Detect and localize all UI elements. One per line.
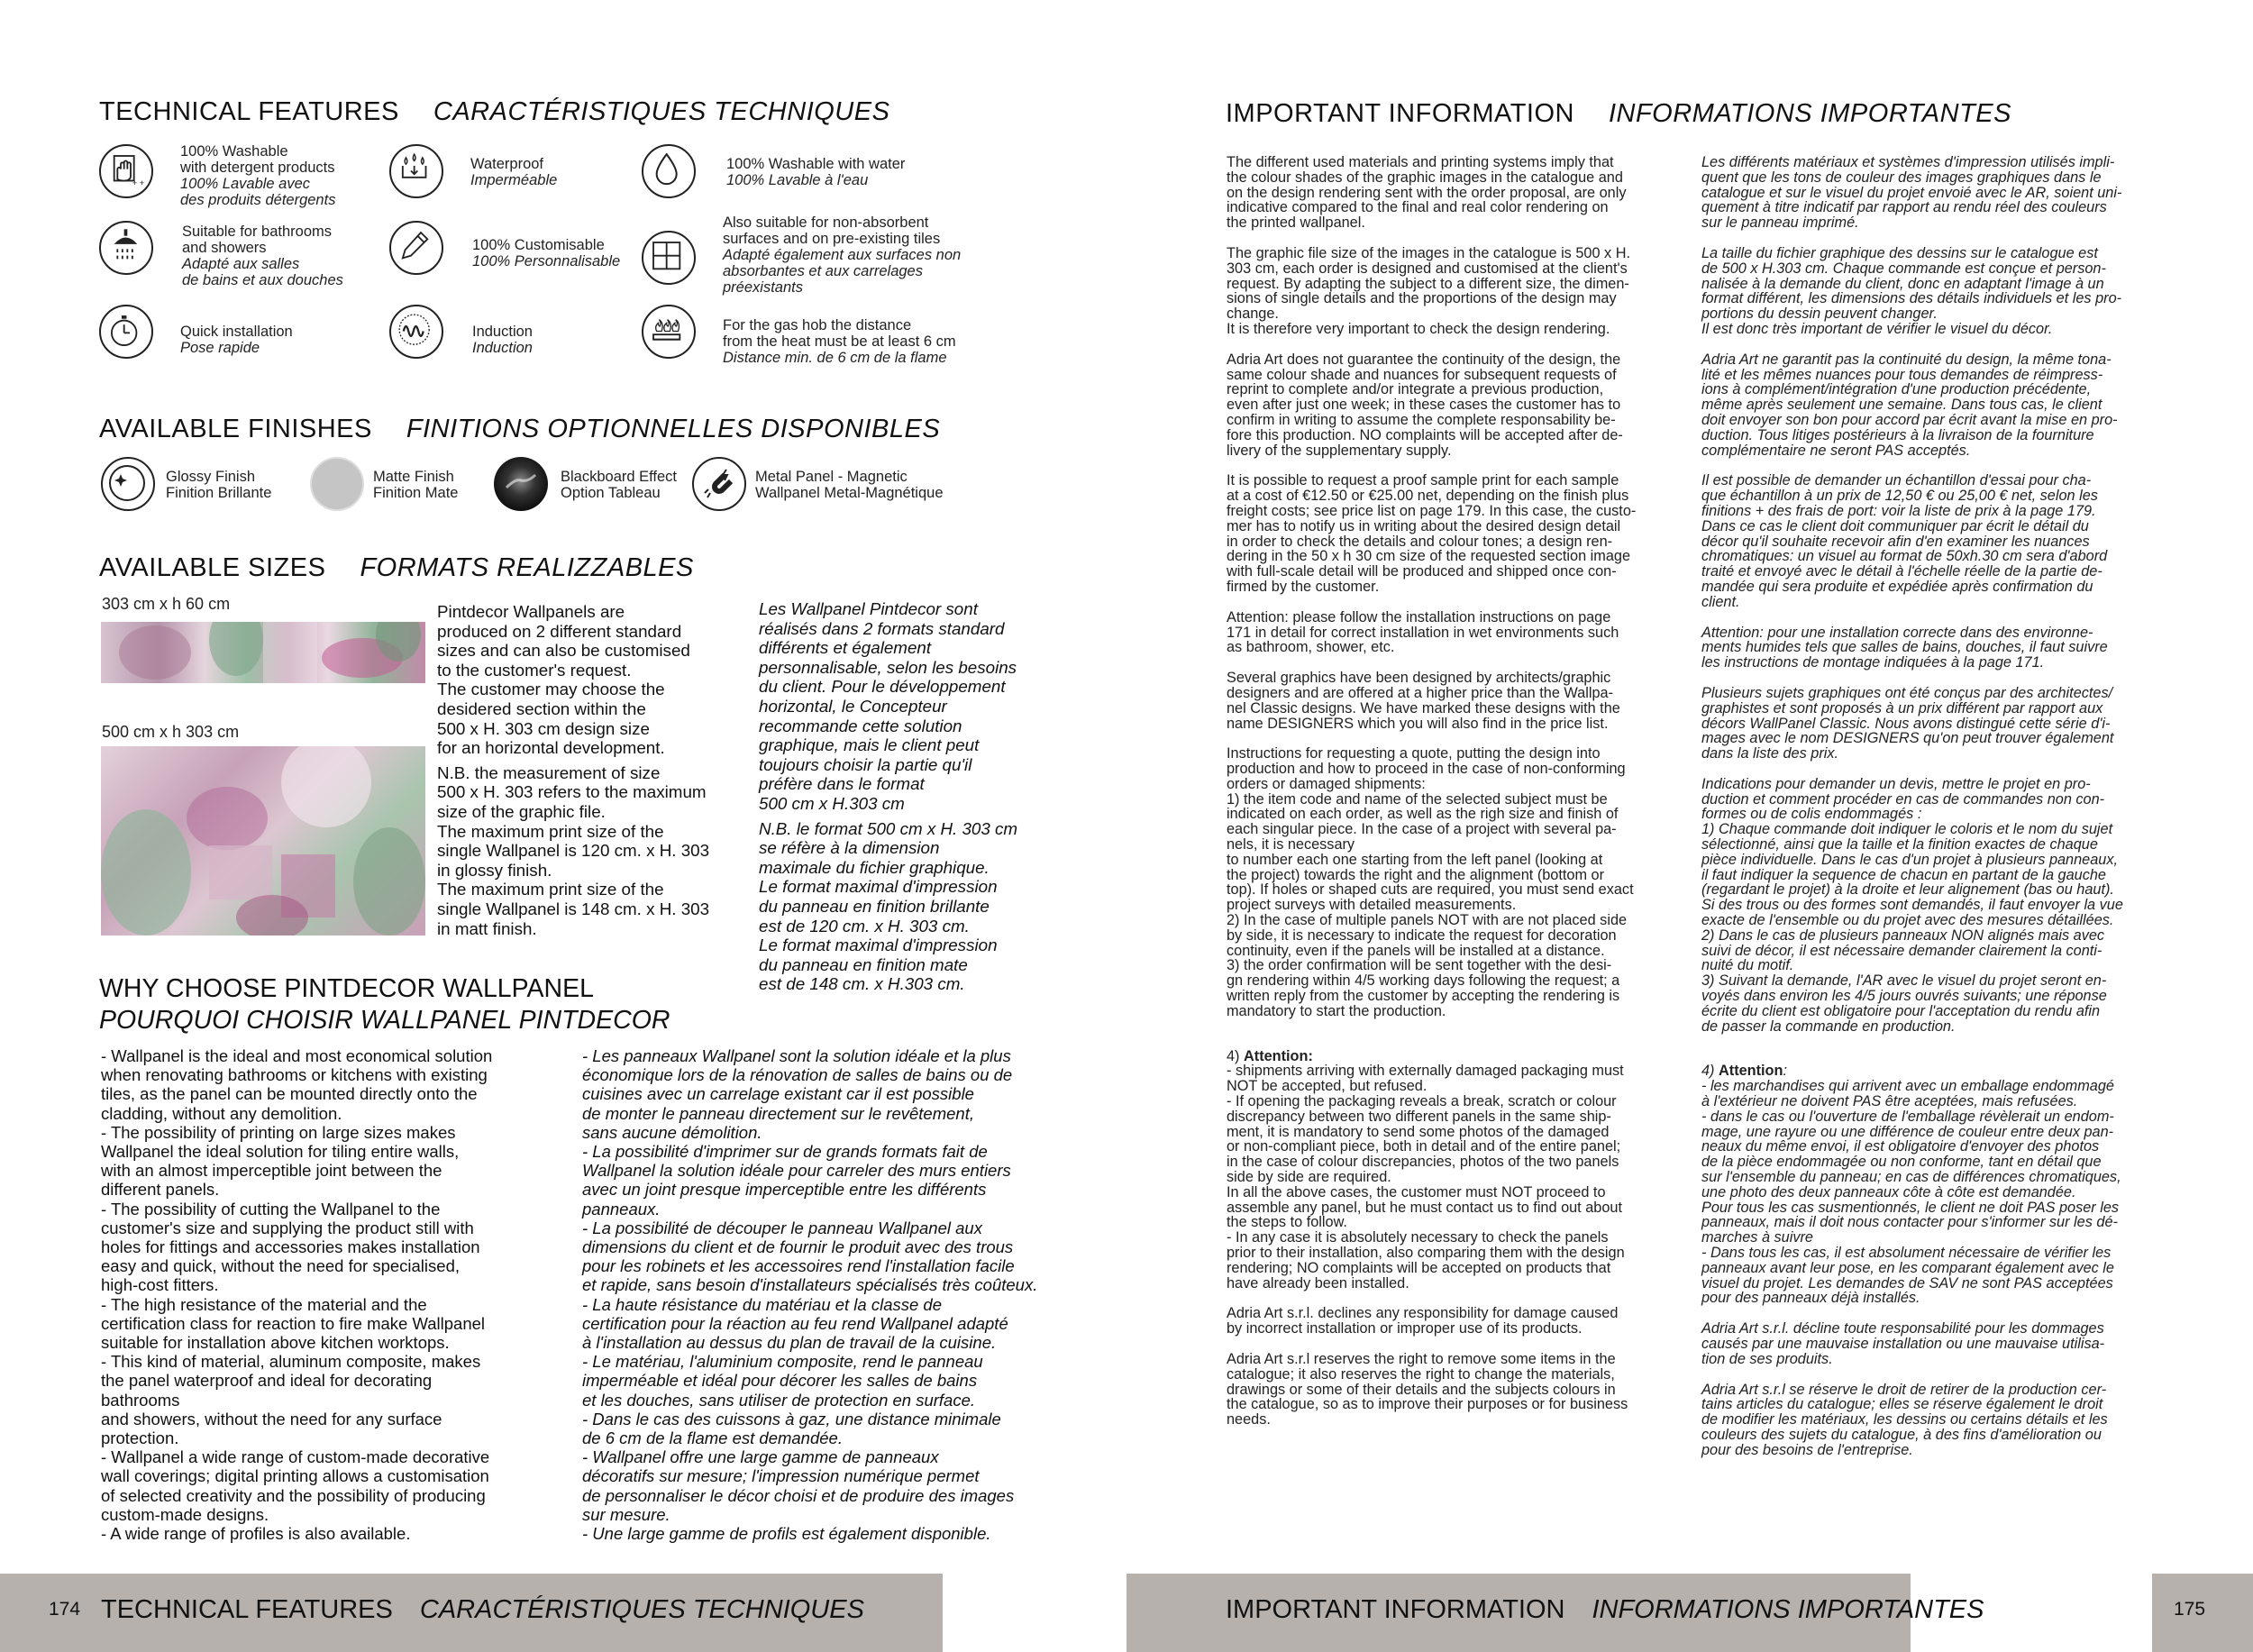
shower-icon <box>99 221 153 275</box>
info-line: 1) the item code and name of the selected subject must be <box>1227 790 1608 808</box>
why-line-en: the panel waterproof and ideal for decorating <box>101 1371 433 1391</box>
info-line: catalogue; it also reserves the right to change the materials, <box>1227 1365 1615 1383</box>
info-paragraph <box>1701 625 2154 671</box>
info-line: sur le panneau imprimé. <box>1701 214 1859 232</box>
info-line: assemble any panel, but he must contact us to find out about <box>1227 1199 1622 1216</box>
page-number-left: 174 <box>49 1599 81 1620</box>
why-line-en: high-cost fitters. <box>101 1275 219 1295</box>
info-line: pièce individuelle. Dans le cas d'un projet à plusieurs panneaux, <box>1701 851 2118 868</box>
info-line: top). If holes or shaped cuts are required, you must send exact <box>1227 881 1634 899</box>
info-line: Si des trous ou des formes sont demandés, il faut envoyer la vue <box>1701 897 2123 914</box>
info-line: Instructions for requesting a quote, putting the design into <box>1227 745 1601 762</box>
info-line: formes ou de colis endommagés : <box>1701 806 1922 823</box>
info-paragraph <box>1227 155 1677 231</box>
wallpanel-sample-small <box>101 622 425 683</box>
finish-metal-magnetic: Metal Panel - Magnetic Wallpanel Metal-Magnétique <box>755 469 944 501</box>
info-line: 2) Dans le cas de plusieurs panneaux NON alignés mais avec <box>1701 926 2105 944</box>
info-line: sur l'ensemble du panneau; en cas de différences chromatiques, <box>1701 1169 2121 1186</box>
why-line-en: Wallpanel the ideal solution for tiling entire walls, <box>101 1142 460 1162</box>
stopwatch-icon <box>99 305 153 359</box>
feature-quick-installation: Quick installation Pose rapide <box>180 324 293 356</box>
info-line: 2) In the case of multiple panels NOT with are not placed side <box>1227 912 1628 929</box>
info-paragraph <box>1227 610 1677 655</box>
info-line: - les marchandises qui arrivent avec un emballage endommagé <box>1701 1078 2114 1095</box>
info-paragraph <box>1227 246 1677 337</box>
feature-waterproof: Waterproof Imperméable <box>470 156 558 188</box>
why-line-en: of selected creativity and the possibility of producing <box>101 1485 486 1505</box>
info-line: ment, it is mandatory to send some photos of the damaged <box>1227 1123 1610 1140</box>
why-line-en: - A wide range of profiles is also available. <box>101 1524 411 1544</box>
info-line: mage, une rayure ou une différence de couleur entre deux pan- <box>1701 1123 2114 1140</box>
info-line: on the design rendering sent with the order proposal, are only <box>1227 184 1627 201</box>
info-line: mandatory to start the production. <box>1227 1002 1446 1019</box>
info-line: portions du dessin peuvent changer. <box>1701 306 1938 323</box>
info-line: tion de ses produits. <box>1701 1350 1833 1367</box>
info-line: les instructions de montage indiquées à la page 171. <box>1701 654 2045 671</box>
available-finishes-title: AVAILABLE FINISHES FINITIONS OPTIONNELLES DISPONIBLES <box>99 415 941 443</box>
info-line: ments humides tels que salles de bains, douches, il faut suivre <box>1701 639 2108 656</box>
info-line: have already been installed. <box>1227 1274 1409 1291</box>
info-line: graphistes et sont proposés à un prix différent par rapport aux <box>1701 699 2103 716</box>
info-line: panneaux avant leur pose, en les comparant également avec le <box>1701 1259 2114 1276</box>
info-line: une photo des deux panneaux côte à côte est demandée. <box>1701 1183 2076 1200</box>
important-information-title: IMPORTANT INFORMATION INFORMATIONS IMPORTANTES <box>1226 99 2011 128</box>
info-line: sions of single details and the proportions of the design may <box>1227 290 1617 307</box>
footer-title-left: TECHNICAL FEATURES CARACTÉRISTIQUES TECHNIQUES <box>101 1595 864 1624</box>
info-line: nels, it is necessary <box>1227 836 1355 853</box>
info-line: 3) the order confirmation will be sent together with the desi- <box>1227 957 1612 974</box>
info-line: couleurs des sujets du catalogue, à des fins d'amélioration ou <box>1701 1426 2102 1443</box>
why-line-en: and showers, without the need for any surface <box>101 1409 442 1428</box>
info-line: rendering; NO complaints will be accepted on products that <box>1227 1259 1611 1276</box>
footer-title-right: IMPORTANT INFORMATION INFORMATIONS IMPORTANTES <box>1226 1595 1984 1624</box>
info-line: Pour tous les cas susmentionnés, le client ne doit PAS poser les <box>1701 1199 2120 1216</box>
why-line-fr: Wallpanel la solution idéale pour carreler des murs entiers <box>582 1161 1011 1181</box>
info-line: - If opening the packaging reveals a break, scratch or colour <box>1227 1093 1617 1110</box>
info-paragraph <box>1701 686 2154 762</box>
size-label-303x60: 303 cm x h 60 cm <box>102 595 231 613</box>
info-line: Adria Art s.r.l. décline toute responsabilité pour les dommages <box>1701 1320 2104 1337</box>
why-line-fr: de personnaliser le décor choisi et de produire des images <box>582 1485 1015 1505</box>
why-choose-title: WHY CHOOSE PINTDECOR WALLPANEL POURQUOI CHOISIR WALLPANEL PINTDECOR <box>99 974 670 1035</box>
why-line-en: - The possibility of printing on large sizes makes <box>101 1122 456 1142</box>
matte-finish-swatch <box>310 457 364 511</box>
info-line: or non-compliant piece, both in detail and of the entire panel; <box>1227 1138 1621 1155</box>
info-line: Several graphics have been designed by architects/graphic <box>1227 670 1611 687</box>
info-line: prior to their installation, also comparing them with the design <box>1227 1245 1625 1261</box>
info-line: Indications pour demander un devis, mettre le projet en pro- <box>1701 775 2091 792</box>
info-line: Attention: please follow the installation instructions on page <box>1227 608 1611 625</box>
why-line-en: certification class for reaction to fire make Wallpanel <box>101 1313 486 1333</box>
info-line: écrite du client est obligatoire pour l'acceptation du rendu afin <box>1701 1002 2101 1019</box>
feature-gas-hob: For the gas hob the distance from the heat must be at least 6 cm Distance min. de 6 cm de la flame <box>723 317 956 366</box>
info-line: que échantillon à un prix de 12,50 € ou 25,00 € net, selon les <box>1701 488 2098 505</box>
info-paragraph <box>1227 671 1677 731</box>
info-line: reprint to complete and/or integrate a previous production, <box>1227 381 1604 398</box>
info-line: fore this production. NO complaints will be accepted after de- <box>1227 426 1623 443</box>
feature-bathrooms: Suitable for bathrooms and showers Adapté aux salles de bains et aux douches <box>182 224 343 288</box>
info-line: suivi de décor, il est nécessaire demander clairement la conti- <box>1701 942 2102 959</box>
info-line: The different used materials and printing systems imply that <box>1227 154 1614 170</box>
info-line: designers and are offered at a higher price than the Wallpa- <box>1227 684 1614 701</box>
why-line-fr: - La possibilité d'imprimer sur de grands formats fait de <box>582 1142 988 1162</box>
info-line: Adria Art s.r.l se réserve le droit de retirer de la production cer- <box>1701 1381 2107 1398</box>
info-line: Il est donc très important de vérifier le visuel du décor. <box>1701 320 2053 337</box>
info-line: to number each one starting from the left panel (looking at <box>1227 851 1603 868</box>
water-drop-icon <box>642 144 696 198</box>
info-line: The graphic file size of the images in the catalogue is 500 x H. <box>1227 244 1630 261</box>
info-line: the colour shades of the graphic images in the catalogue and <box>1227 169 1623 186</box>
info-line: needs. <box>1227 1411 1271 1428</box>
why-line-fr: et les douches, sans utiliser de protection en surface. <box>582 1390 976 1410</box>
why-line-fr: sans aucune démolition. <box>582 1122 762 1142</box>
info-line: de modifier les matériaux, les dessins ou certains détails et les <box>1701 1411 2108 1428</box>
info-line: doit envoyer son bon pour accord par écrit avant la mise en pro- <box>1701 411 2118 428</box>
info-paragraph <box>1701 1383 2154 1458</box>
info-line: quement à titre indicatif par rapport au rendu réel des couleurs <box>1701 199 2107 216</box>
info-paragraph <box>1701 777 2154 1035</box>
info-line: gn rendering within 4/5 working days following the request; a <box>1227 972 1620 990</box>
info-line: - In any case it is absolutely necessary to check the panels <box>1227 1229 1609 1246</box>
why-line-en: wall coverings; digital printing allows a customisation <box>101 1466 489 1486</box>
info-line: causés par une mauvaise installation ou une mauvaise utilisa- <box>1701 1335 2105 1352</box>
info-line: name DESIGNERS which you will also find in the price list. <box>1227 715 1609 732</box>
info-paragraph <box>1701 246 2154 337</box>
why-line-fr: pour les robinets et les accessoires rend l'installation facile <box>582 1256 1015 1276</box>
info-line: - dans le cas ou l'ouverture de l'emballage révèlerait un endom- <box>1701 1108 2114 1125</box>
info-line: (regardant le projet) à la droite et leur alignement (bas ou haut). <box>1701 881 2114 899</box>
info-line: duction et comment procéder en cas de commandes non con- <box>1701 790 2105 808</box>
info-line: nalisée à la demande du client, donc en adaptant l'image à un <box>1701 275 2104 292</box>
info-line: exacte de l'ensemble ou du projet avec des mesures détaillées. <box>1701 912 2114 929</box>
info-line: tains articles du catalogue; elles se réserve également le droit <box>1701 1396 2103 1413</box>
why-line-fr: - La possibilité de découper le panneau Wallpanel aux <box>582 1218 982 1237</box>
info-line: complémentaire ne seront PAS acceptés. <box>1701 442 1971 459</box>
why-line-en: - Wallpanel is the ideal and most economical solution <box>101 1046 493 1065</box>
glossy-finish-icon <box>101 457 155 511</box>
info-line: Il est possible de demander un échantillon d'essai pour cha- <box>1701 472 2092 489</box>
info-paragraph <box>1227 746 1677 1018</box>
info-line: même après seulement une semaine. Dans tous cas, le client <box>1701 397 2102 414</box>
info-line: It is therefore very important to check the design rendering. <box>1227 320 1610 337</box>
info-line: - shipments arriving with externally damaged packaging must <box>1227 1063 1624 1080</box>
info-line: pour des panneaux déjà installés. <box>1701 1290 1920 1307</box>
attention-paragraph <box>1227 1049 1677 1291</box>
info-line: production and how to proceed in the case of non-conforming <box>1227 761 1626 778</box>
why-line-fr: - Une large gamme de profils est également disponible. <box>582 1524 991 1544</box>
available-sizes-title: AVAILABLE SIZES FORMATS REALIZZABLES <box>99 553 694 582</box>
info-line: livery of the supplementary supply. <box>1227 442 1452 459</box>
info-line: catalogue et sur le visuel du projet envoié avec le AR, soient uni- <box>1701 184 2122 201</box>
info-line: in the case of colour discrepancies, photos of the two panels <box>1227 1154 1619 1171</box>
why-line-fr: - Dans le cas des cuissons à gaz, une distance minimale <box>582 1409 1001 1428</box>
info-line: the printed wallpanel. <box>1227 214 1365 232</box>
info-line: il faut indiquer la sequence de chacun en partant de la gauche <box>1701 866 2106 883</box>
info-line: Les différents matériaux et systèmes d'impression utilisés impli- <box>1701 154 2115 170</box>
info-line: décors WallPanel Classic. Nous avons distingué cette série d'i- <box>1701 715 2111 732</box>
info-line: the project) towards the right and the alignment (bottom or <box>1227 866 1605 883</box>
page-number-right: 175 <box>2174 1599 2206 1620</box>
why-line-en: tiles, as the panel can be mounted directly onto the <box>101 1084 478 1104</box>
why-line-en: cladding, without any demolition. <box>101 1103 342 1123</box>
feature-washable-detergent: 100% Washable with detergent products 100% Lavable avec des produits détergents <box>180 143 336 208</box>
why-line-en: - The possibility of cutting the Wallpanel to the <box>101 1199 441 1218</box>
info-line: In all the above cases, the customer must NOT proceed to <box>1227 1183 1606 1200</box>
info-line: voyés dans environ les 4/5 jours ouvrés suivants; une réponse <box>1701 988 2107 1005</box>
info-line: mages avec le nom DESIGNERS qu'on peut trouver également <box>1701 730 2114 747</box>
info-line: Dans ce cas le client doit communiquer par écrit le détail du <box>1701 517 2089 534</box>
gas-hob-icon <box>642 305 696 359</box>
info-paragraph <box>1701 1321 2154 1366</box>
attention-heading: 4) Attention: <box>1701 1063 1787 1080</box>
info-line: orders or damaged shipments: <box>1227 775 1426 792</box>
why-line-en: holes for fittings and accessories makes installation <box>101 1237 480 1257</box>
info-line: 3) Suivant la demande, l'AR avec le visuel du projet seront en- <box>1701 972 2107 990</box>
why-choose-list-fr <box>582 1046 1037 1543</box>
info-line: by side, it is necessary to indicate the request for decoration <box>1227 926 1617 944</box>
important-info-en <box>1227 155 1677 1443</box>
svg-text:+ +: + + <box>132 178 145 187</box>
why-line-en: different panels. <box>101 1180 220 1200</box>
info-line: de passer la commande en production. <box>1701 1018 1956 1035</box>
info-line: - Dans tous les cas, il est absolument nécessaire de vérifier les <box>1701 1245 2112 1261</box>
why-line-fr: dimensions du client et de fournir le produit avec des trous <box>582 1237 1014 1257</box>
why-line-fr: - Le matériau, l'aluminium composite, rend le panneau <box>582 1352 983 1372</box>
why-line-fr: de 6 cm de la flame est demandée. <box>582 1428 843 1448</box>
info-line: each singular piece. In the case of a project with several pa- <box>1227 821 1617 838</box>
why-line-fr: avec un joint presque imperceptible entre les différents <box>582 1180 987 1200</box>
info-line: firmed by the customer. <box>1227 578 1380 595</box>
info-line: indicated on each order, as well as the righ size and finish of <box>1227 806 1619 823</box>
info-line: pour des besoins de l'entreprise. <box>1701 1441 1913 1458</box>
why-line-en: easy and quick, without the need for specialised, <box>101 1256 460 1276</box>
info-line: 1) Chaque commande doit indiquer le coloris et le nom du sujet <box>1701 821 2113 838</box>
info-line: NOT be accepted, but refused. <box>1227 1078 1428 1095</box>
info-line: confirm in writing to assume the complete responsability be- <box>1227 411 1616 428</box>
sizes-description-fr: Les Wallpanel Pintdecor sont réalisés dans 2 formats standard différents et également personnalisable, selon les besoins du client. Pour le développement horizontal, le Concepteur recommande cette solution graphique, mais le client peut toujours choisir la partie qu'il préfère dans le format 500 cm x H.303 cm N.B. le format 500 cm x H. 303 cm se réfère à la dimension maximale du fichier graphique. Le format maximal d'impression du panneau en finition brillante est de 120 cm. x H. 303 cm. Le format maximal d'impression du panneau en finition mate est de 148 cm. x H.303 cm. <box>759 599 1018 994</box>
why-line-fr: économique lors de la rénovation de salles de bains ou de <box>582 1065 1013 1085</box>
info-line: even after just one week; in these cases the customer has to <box>1227 397 1621 414</box>
attention-paragraph <box>1701 1063 2154 1306</box>
sizes-description-en: Pintdecor Wallpanels are produced on 2 different standard sizes and can also be customised to the customer's request. The customer may choose the desidered section within the 500 x H. 303 cm design size for an horizontal development. N.B. the measurement of size 500 x H. 303 refers to the maximum size of the graphic file. The maximum print size of the single Wallpanel is 120 cm. x H. 303 in glossy finish. The maximum print size of the single Wallpanel is 148 cm. x H. 303 in matt finish. <box>437 602 710 938</box>
magnet-icon <box>692 457 746 511</box>
info-paragraph <box>1701 155 2154 231</box>
info-paragraph <box>1701 352 2154 459</box>
info-line: Adria Art does not guarantee the continuity of the design, the <box>1227 351 1621 368</box>
info-paragraph <box>1227 1352 1677 1428</box>
info-line: duction. Tous litiges postérieurs à la livraison de la fourniture <box>1701 426 2094 443</box>
info-line: de la pièce endommagée ou non conforme, tant en détail que <box>1701 1154 2102 1171</box>
info-line: format différent, les dimensions des détails individuels et les pro- <box>1701 290 2122 307</box>
info-paragraph <box>1227 473 1677 594</box>
info-line: nuité du motif. <box>1701 957 1794 974</box>
why-line-fr: et rapide, sans besoin d'installateurs spécialisés très coûteux. <box>582 1275 1038 1295</box>
why-line-en: bathrooms <box>101 1390 180 1410</box>
info-line: visuel du projet. Les demandes de SAV ne sont PAS acceptées <box>1701 1274 2113 1291</box>
info-line: chromatiques: un visuel au format de 50xh.30 cm sera d'abord <box>1701 548 2108 565</box>
why-line-fr: cuisines avec un carrelage existant car il est possible <box>582 1084 974 1104</box>
attention-heading: 4) Attention: <box>1227 1047 1313 1064</box>
why-line-fr: à l'installation au dessus du plan de travail de la cuisine. <box>582 1333 997 1353</box>
why-line-fr: imperméable et idéal pour décorer les salles de bains <box>582 1371 978 1391</box>
info-line: La taille du fichier graphique des dessins sur le catalogue est <box>1701 244 2098 261</box>
info-line: à l'extérieur ne doivent PAS être aceptées, mais refusées. <box>1701 1093 2078 1110</box>
why-line-en: when renovating bathrooms or kitchens with existing <box>101 1065 488 1085</box>
info-line: written reply from the customer by accepting the rendering is <box>1227 988 1620 1005</box>
tiles-icon <box>642 231 696 285</box>
info-paragraph <box>1227 1306 1677 1337</box>
finish-blackboard: Blackboard Effect Option Tableau <box>561 469 678 501</box>
pencil-icon <box>389 221 443 275</box>
info-line: Plusieurs sujets graphiques ont été conçus par des architectes/ <box>1701 684 2113 701</box>
info-line: lité et les mêmes nuances pour tous demandes de réimpress- <box>1701 366 2103 383</box>
info-line: at a cost of €12.50 or €25.00 net, depending on the finish plus <box>1227 488 1629 505</box>
why-line-en: - Wallpanel a wide range of custom-made decorative <box>101 1447 490 1467</box>
important-info-fr <box>1701 155 2154 1474</box>
why-line-fr: sur mesure. <box>582 1504 670 1524</box>
info-line: traité et envoyé avec le détail à l'échelle réelle de la partie de- <box>1701 563 2102 580</box>
technical-features-title: TECHNICAL FEATURES CARACTÉRISTIQUES TECHNIQUES <box>99 97 890 126</box>
info-line: as bathroom, shower, etc. <box>1227 639 1395 656</box>
why-line-fr: - La haute résistance du matériau et la classe de <box>582 1294 943 1314</box>
info-line: change. <box>1227 306 1279 323</box>
feature-washable-water: 100% Washable with water 100% Lavable à l'eau <box>726 156 906 188</box>
why-line-fr: décoratifs sur mesure; l'impression numérique permet <box>582 1466 980 1486</box>
info-line: 303 cm, each order is designed and customised at the client's <box>1227 260 1628 277</box>
info-line: discrepancy between two different panels in the same ship- <box>1227 1108 1611 1125</box>
induction-icon <box>389 305 443 359</box>
why-line-fr: de monter le panneau directement sur le revêtement, <box>582 1103 974 1123</box>
info-line: finitions + des frais de port: voir la liste de prix à la page 179. <box>1701 502 2096 519</box>
why-line-fr: - Les panneaux Wallpanel sont la solution idéale et la plus <box>582 1046 1011 1065</box>
why-line-en: suitable for installation above kitchen worktops. <box>101 1333 450 1353</box>
info-line: dans la liste des prix. <box>1701 745 1839 762</box>
info-line: mer has to notify us in writing about the desired design detail <box>1227 517 1621 534</box>
info-line: side by side are required. <box>1227 1169 1391 1186</box>
why-choose-list-en <box>101 1046 492 1543</box>
info-line: continuity, even if the panels will be installed at a distance. <box>1227 942 1605 959</box>
info-line: sélectionné, ainsi que la taille et la finition exactes de chaque <box>1701 836 2098 853</box>
why-line-fr: certification pour la réaction au feu rend Wallpanel adapté <box>582 1313 1008 1333</box>
blackboard-effect-swatch <box>494 457 548 511</box>
info-line: Adria Art s.r.l reserves the right to remove some items in the <box>1227 1350 1616 1367</box>
why-line-en: customer's size and supplying the product still with <box>101 1218 474 1237</box>
wallpanel-sample-large <box>101 746 425 936</box>
info-line: same colour shade and nuances for subsequent requests of <box>1227 366 1617 383</box>
info-line: marches à suivre <box>1701 1229 1813 1246</box>
info-line: nel Classic designs. We have marked these designs with the <box>1227 699 1620 716</box>
washable-hand-icon <box>99 144 153 198</box>
info-line: de 500 x H.303 cm. Chaque commande est conçue et person- <box>1701 260 2106 277</box>
info-line: indicative compared to the final and real color rendering on <box>1227 199 1609 216</box>
why-line-en: - This kind of material, aluminum composite, makes <box>101 1352 481 1372</box>
info-line: Adria Art s.r.l. declines any responsibility for damage caused <box>1227 1305 1619 1322</box>
finish-matte: Matte Finish Finition Mate <box>373 469 459 501</box>
size-label-500x303: 500 cm x h 303 cm <box>102 723 240 741</box>
info-line: the steps to follow. <box>1227 1214 1347 1231</box>
why-line-fr: panneaux. <box>582 1199 661 1218</box>
feature-customisable: 100% Customisable 100% Personnalisable <box>472 237 621 269</box>
info-line: 171 in detail for correct installation in wet environments such <box>1227 624 1619 641</box>
info-line: ions à complément/intégration d'une production précédente, <box>1701 381 2092 398</box>
info-line: in order to check the details and colour tones; a design ren- <box>1227 533 1613 550</box>
why-line-fr: - Wallpanel offre une large gamme de panneaux <box>582 1447 939 1467</box>
info-line: client. <box>1701 593 1740 610</box>
finish-glossy: Glossy Finish Finition Brillante <box>166 469 272 501</box>
waterproof-icon <box>389 144 443 198</box>
info-line: It is possible to request a proof sample print for each sample <box>1227 472 1619 489</box>
info-line: with full-scale detail will be produced and shipped once con- <box>1227 563 1617 580</box>
info-line: by incorrect installation or improper use of its products. <box>1227 1320 1583 1337</box>
info-line: request. By adapting the subject to a different size, the dimen- <box>1227 275 1629 292</box>
feature-induction: Induction Induction <box>472 324 533 356</box>
info-line: neaux du même envoi, il est obligatoire d'envoyer des photos <box>1701 1138 2100 1155</box>
why-line-en: protection. <box>101 1428 179 1448</box>
feature-non-absorbent: Also suitable for non-absorbent surfaces and on pre-existing tiles Adapté également aux surfaces non absorbantes et aux carrelages préexistants <box>723 214 962 296</box>
info-line: Attention: pour une installation correcte dans des environne- <box>1701 624 2093 641</box>
info-paragraph <box>1701 473 2154 609</box>
info-line: quent que les tons de couleur des images graphiques dans le <box>1701 169 2102 186</box>
why-line-en: - The high resistance of the material and the <box>101 1294 427 1314</box>
why-line-en: custom-made designs. <box>101 1504 269 1524</box>
info-line: décor qu'il souhaite recevoir afin d'en examiner les nuances <box>1701 533 2090 550</box>
info-paragraph <box>1227 352 1677 459</box>
info-line: the catalogue, so as to improve their purposes or for business <box>1227 1396 1628 1413</box>
info-line: panneaux, mais il doit nous contacter pour s'informer sur les dé- <box>1701 1214 2118 1231</box>
why-line-en: with an almost imperceptible joint between the <box>101 1161 442 1181</box>
info-line: freight costs; see price list on page 179. In this case, the custo- <box>1227 502 1637 519</box>
info-line: mandée qui sera produite et expédiée après confirmation du <box>1701 578 2093 595</box>
info-line: drawings or some of their details and the subjects colours in <box>1227 1381 1616 1398</box>
info-line: dering in the 50 x h 30 cm size of the requested section image <box>1227 548 1630 565</box>
info-line: Adria Art ne garantit pas la continuité du design, la même tona- <box>1701 351 2112 368</box>
info-line: project surveys with detailed measurements. <box>1227 897 1517 914</box>
